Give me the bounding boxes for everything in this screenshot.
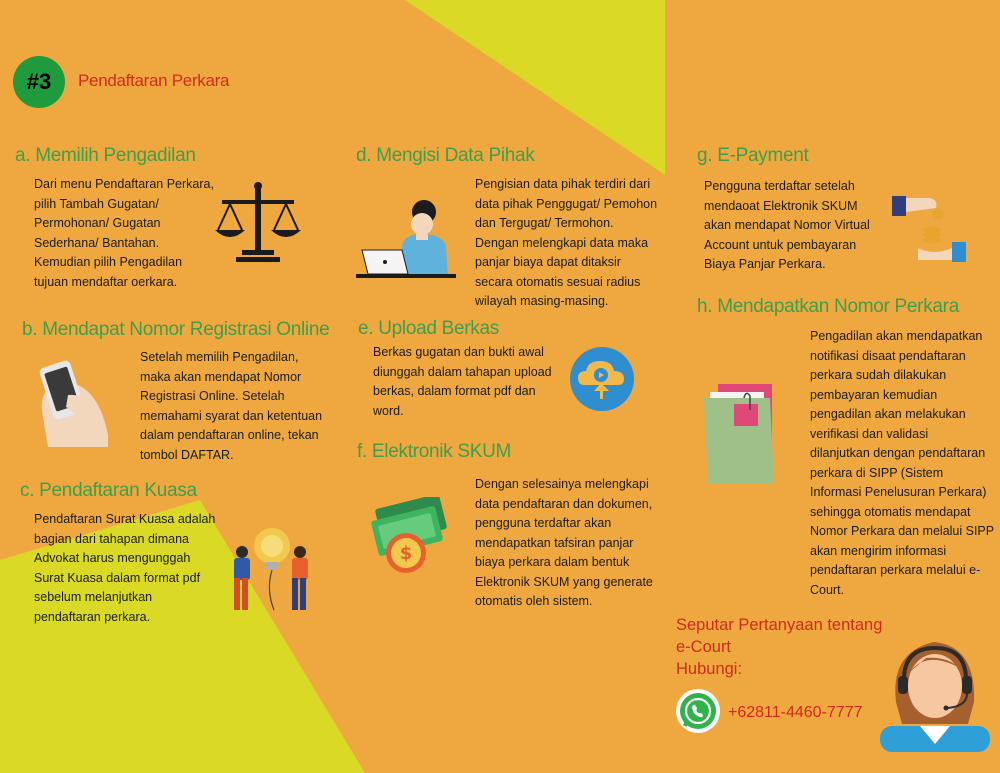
section-b-text: Setelah memilih Pengadilan, maka akan mendapat Nomor Registrasi Online. Setelah memahami syarat dan ketentuan dalam pendaftaran online, tekan tombol DAFTAR. (140, 350, 323, 462)
section-e-text: Berkas gugatan dan bukti awal diunggah dalam tahapan upload berkas, dalam format pdf dan word. (373, 345, 552, 418)
step-badge: #3 (13, 56, 65, 108)
section-a-text: Dari menu Pendaftaran Perkara, pilih Tambah Gugatan/ Permohonan/ Gugatan Sederhana/ Bantahan. Kemudian pilih Pengadilan tujuan mendaftar oerkara. (34, 177, 214, 289)
hand-holding-phone-icon (38, 355, 113, 447)
section-g-text: Pengguna terdaftar setelah mendaoat Elektronik SKUM akan mendapat Nomor Virtual Account untuk pembayaran Biaya Panjar Perkara. (704, 179, 870, 271)
support-agent-icon (876, 628, 994, 752)
whatsapp-icon[interactable] (675, 688, 721, 734)
section-b-heading: b. Mendapat Nomor Registrasi Online (22, 319, 330, 340)
section-h-heading: h. Mendapatkan Nomor Perkara (697, 296, 959, 317)
section-c-heading: c. Pendaftaran Kuasa (20, 480, 197, 501)
contact-text: Seputar Pertanyaan tentang e-Court Hubungi: (676, 616, 883, 678)
phone-number[interactable]: +62811-4460-7777 (728, 704, 863, 721)
section-f-heading: f. Elektronik SKUM (357, 441, 512, 462)
folder-documents-icon (704, 380, 780, 484)
payment-hands-icon (892, 190, 966, 262)
section-h-text: Pengadilan akan mendapatkan notifikasi disaat pendaftaran perkara sudah dilakukan pembayaran kemudian pengadilan akan melakukan verifikasi dan validasi dilanjutkan dengan pendaftaran perkara di SIPP (Sistem Informasi Penelusuran Perkara) sehingga otomatis mendapat Nomor Perkara dan melalui SIPP akan mengirim informasi pendaftaran perkara melalui e- Court. (810, 329, 995, 597)
people-lightbulb-icon (226, 520, 318, 612)
section-d-text: Pengisian data pihak terdiri dari data pihak Penggugat/ Pemohon dan Tergugat/ Termohon. Dengan melengkapi data maka panjar biaya dapat ditaksir secara otomatis sesuai radius wilayah masing-masing. (475, 177, 658, 308)
section-g-heading: g. E-Payment (697, 145, 809, 166)
woman-laptop-icon (356, 198, 461, 280)
money-coin-icon (366, 497, 456, 579)
section-e-heading: e. Upload Berkas (358, 318, 499, 339)
section-f-text: Dengan selesainya melengkapi data pendaftaran dan dokumen, pengguna terdaftar akan mendapatkan tafsiran panjar biaya perkara dalam bentuk Elektronik SKUM yang generate otomatis oleh sistem. (475, 477, 653, 608)
section-c-text: Pendaftaran Surat Kuasa adalah bagian dari tahapan dimana Advokat harus mengunggah Surat Kuasa dalam format pdf sebelum melanjutkan pendaftaran perkara. (34, 512, 216, 624)
page-title: Pendaftaran Perkara (78, 71, 230, 90)
scales-of-justice-icon (212, 178, 304, 266)
svg-text:$: $ (399, 543, 413, 564)
cloud-upload-icon (568, 345, 636, 413)
section-d-heading: d. Mengisi Data Pihak (356, 145, 535, 166)
section-a-heading: a. Memilih Pengadilan (15, 145, 196, 166)
